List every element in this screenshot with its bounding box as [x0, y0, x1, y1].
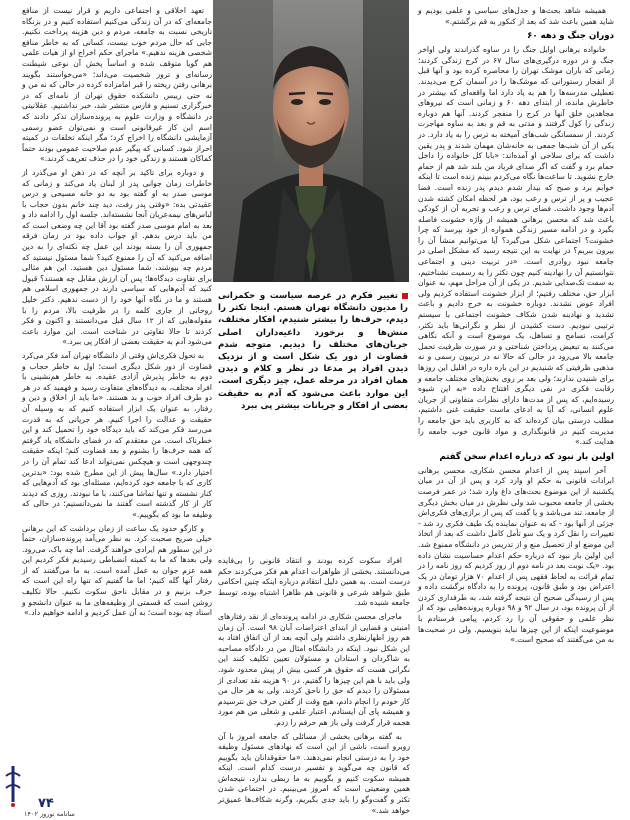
issue-label: ساتامه نوروز ۱۴۰۲ [24, 810, 75, 818]
quote-bullet-icon [402, 293, 408, 299]
logo-mark-icon [2, 762, 24, 808]
paragraph: به گفته برهانی بخشی از مسائلی که جامعه امروز با آن روبرو است، ناشی از این است که نهادهای مسئول وظیفه خود را به درستی انجام نمی‌دهند. «ما حقوقدانان باید بگوییم که قانون چه می‌گوید و تفسیر درست کدام است. اینکه همیشه سکوت کنیم و بگوییم به ما ربطی ندارد، نتیجه‌اش همین وضعیتی است که امروز می‌بینیم. در اجتماعی شدن تکثر و گفت‌وگو را باید جدی بگیریم، وگرنه شکاف‌ها عمیق‌تر خواهد شد.» [218, 731, 410, 815]
paragraph: و دوباره برای تاکید بر آنچه که در ذهن او می‌گذرد از خاطرات زمان جوانی پدر از لبنان یاد می‌کند و زمانی که موسی صدر به او گفته بود به دو خانه مسیحی و درس عقیدتی بده: «وقتی پدر رفت، دید چند خانم بدون حجاب با لباس‌های نیمه‌عریان آنجا نشسته‌اند. جلسه اول را ادامه داد و بعد به امام موسی صدر گفته بود آقا این چه وضعی است که من باید درس بدهم. او جواب داده بود در زمان فرقه جمهوری آن را بسته بودند این عمل چه نکته‌ای را به دین اضافه می‌کنید که آن را ممنوع کنید؟ شما مسئول نیستید که مردم چه بپوشند، شما مسئول دین هستید. این هم مثالی برای تفاوت دیدگاه‌ها؛ پس آن ارزش مقابل چه هستند؟ قبول کنید که آدم‌هایی که سیاسی دارند در جمهوری اسلامی هم هستند و ما در نگاه آنها خود را از دست ندهیم. دکتر خلیل روحانی از جاری کلمه را در ظرفیت بالا، مردم را با مقوله‌هایی که از ۱۲ سال قبل می‌دانستند و اکنون و فکر کردند تا حالا تفاوتی در شناخت است. این موارد باعث می‌شود آدم به حقیقت بعضی از افکار پی ببرد.» [22, 167, 212, 347]
page-number: ۷۴ [38, 796, 54, 811]
paragraph: همیشه شاهد بحث‌ها و جدل‌های سیاسی و علمی بودیم و شاید همین باعث شد که بعد از کنکور به قم برگشتم.» [418, 6, 614, 26]
pull-quote-text: تغییر فکرم در عرصه سیاست و حکمرانی را مدیون دانشگاه تهران هستم. اینجا تکثر را دیدم، حرف‌ها را بیشتر شنیدم، افکار مختلف، منش‌ها و برخورد داعیه‌داران اصلی جریان‌های مختلف را دیدیم. متوجه شدم قضاوت از دور یک شکل است و از نزدیک دیدن افراد پر مدعا در نظر و کلام و دیدن همان افراد در مرحله عمل، چیز دیگری است. این موارد باعث می‌شود که آدم به حقیقت بعضی از افکار و جریانات بیشتر پی ببرد [218, 291, 408, 411]
section-heading: دوران جنگ و دهه ۶۰ [527, 31, 614, 42]
paragraph: ماجرای محسن شکاری در ادامه پرونده‌ای از نقد رفتارهای امنیتی و قضایی از ابتدای اعتراضات آبان ۹۸ است. آن زمان هم روز اظهارنظری داشتم ولی آنچه بعد از آن اتفاق افتاد به این شکل نبود. اینکه در دانشگاه امثال من در دادگاه مصاحبه به شاگردان و استادان و مسئولان تعیین تکلیف کنند این نگرانی هست که حقوق هر کسی بیش از پیش محدود شود. ولی باید با هم این چیزها را گفتیم. در ۹۰ هزینه نقد تعدادی از مسئولان را دیدم که حق را ناحق کردند. ولی به هر حال من کار خودم را انجام دادم، هیچ وقت از گفتن حرف حق نترسیدم و همیشه پای آن ایستادم. اعتبار علمی و شغلی من هم مورد هجمه قرار گرفت ولی باز هم حرفم را زدم. [218, 611, 410, 727]
paragraph: خانواده برهانی اوایل جنگ را در ساوه گذراندند ولی اواخر جنگ و در دوره درگیری‌های سال ۶۷ در کرج زندگی کردند؛ زمانی که باران موشک تهران را محاصره کرده بود و آنها قبل از انفجار رستورانی که موشک‌ها را در آسمان کرج می‌دیدند. تعطیلی مدرسه‌ها را هم به یاد دارد اما واقعه‌ای که بیشتر در خاطرش مانده، از ابتدای دهه ۶۰ و زمانی است که نیروهای مجاهدین خلق آنها در کرج را منفجر کردند. آنها هم دوباره زندگی را کول گرفتند و مدتی به قم و بعد به ساوه مهاجرت کردند. از سمساتگی شب‌های آمیخته به ترس را به یاد دارد. در یکی از آن شب‌ها جمعی به خانه‌شان مهمان شدند و پدر یقین داشت که برای سلاحی او آمده‌اند: «بابا کل خانواده را داخل حمام برد و گفت که اگر صدای فریاد من بلند شد هم از حمام خارج نشوید. تا ساعت‌ها نگاه می‌کردم ببینم زنده است تا اینکه خوابم برد و صبح که بیدار شدم دیدم پدر زنده است. فضا عجیب و پر از ترس و رعب بود، هر لحظه امکان کشته شدن آدم‌ها وجود داشت. فضای ترس و رعب و تجربه آن از کودکی باعث شد که محسن برهانی همیشه از واژه خشونت فاصله بگیرد و در ادامه مسیر زندگی همواره از خود بپرسد که چرا خشونت؟ اجتماعی شکل می‌گیرد؟ آیا می‌توانیم منشأ آن را بیرون ببریم؟ در نهایت به این نتیجه رسید که مشکل اصلی در جامعه نبود روادری است. «در تربیت دینی و اجتماعی نتوانستیم آن را نهادینه کنیم چون تکثر را به رسمیت نشناختیم، به سمت تک‌صدایی شدیم. در یکی از آن مراحل مهم، به عنوان ابزار حق، مختلف رفتیم؛ از ابزار خشونت استفاده کردیم ولی افراد عوض نشدند. دوباره خشونت به خرج دادیم و باعث تشدید و نهادینه شدن شکاف خشونت اجتماعی با سیستم ترتیبی نبودیم. دست کشیدن از نظر و نگرانی‌ها باید تکثر، کرامت، تسامح و تساهل، یک موضوع است و آنکه نگاهی می‌کنند به تبعیض پرداختن شناختی و در صورت ظرفیت تحمل جامعه بالا می‌رود در حالی که حالا نه در تربیون رسمی و نه مذهبی ظرفیتی که شنیدیم در این باره داره در افلیل این روزها برای شنیدن ندارند؛ ولی بعد بر روی بخش‌های مختلف جامعه و رقابت فکری در نفی دیگری افتتاح داده «به این شیوه رسیده‌ایم، که پس از مدت‌ها دارای نظرات متفاوتی از جریان علوم انسانی، که آیا به ادعای ماست حقیقت غنی داشتیم، مطلب درستی بیان کرده‌اند که به کاربری باید حق جامعه را مدیریت کنیم در قانونگذاری و مواد قانون خوب جامعه را هدایت کند.» [418, 45, 614, 447]
portrait-photo [213, 0, 409, 282]
article-column-middle [218, 556, 410, 815]
paragraph: و کارگو حدود یک ساعت از زمان برداشت که این برهانی خیلی صریح صحبت کرد. به نظر می‌آمد پرونده‌سازان، حتماً در این سطور هم ایرادی خواهند گرفت. اما چه باک، می‌رود. ولی بعدها که ما به کمیته انضباطی رسیدیم فکر کردیم این همه عزم جوان به عمل آمده است. به ما می‌گفتند که از رفتار آنها گله کنیم؛ اما ما گفتیم که تنها راه این است که حرف بزنیم و در مقابل ناحق سکوت نکنیم. حالا تکلیف روشن است که قسمتی از وظیفه‌های ما به عنوان دانشجو و استاد چه بوده است؛ به آن عمل کردیم و ادامه خواهیم داد.» [22, 523, 212, 618]
article-column-right [418, 6, 614, 746]
paragraph: افراد سکوت کرده بودند و انتقاد قانونی را بی‌فایده می‌دانستند. بخشی از ظواهرات اعدام هم فکر می‌کردند حکم درست است. به همین دلیل انتقادم درباره اینکه چنین احکامی طبق شواهد شرعی و قانونی هم ظاهرا اشتباه بوده، توسط جامعه شنیده شد. [218, 556, 410, 608]
portrait-illustration [213, 0, 409, 282]
article-column-left [22, 6, 212, 796]
section-heading: اولین بار نبود که درباره اعدام سخن گفتم [439, 451, 614, 462]
paragraph: تعهد اخلاقی و اجتماعی داریم و قرار نیست از منافع جامعه‌ای که در آن زندگی می‌کنیم استفاده کنیم و در بزنگاه تاریخی نسبت به جامعه، مردم و دین هزینه پرداخت نکنیم. جایی که حال مردم خوب نیست، کسانی که به خاطر منافع شخصی هزینه ندهیم.» ماجرای حکم اخراج او از هیات علمی هم گویا متوقف شده و اساساً پخش آن نوعی شیطنت رسانه‌ای و ترور شخصیت می‌داند؛ «می‌خواستند بگویند برهانی رفتن ریخته را قبر امامزاده کرده در حالی که نه من و نه حتی رییس دانشکده حقوق تهران از نامه‌ای که در خبرگزاری تسنیم و فارس منتشر شد، خبر نداشتیم. عقلانیتی در دانشگاه و وزارت علوم به پرونده‌سازان تذکر دادند که اسم این کار غیرقانونی است و نمی‌توان عضو رسمی آزمایشی دانشگاه را اخراج کرد؛ مگر اینکه تخلفات در کمیته احراز شود. کسانی که پیگیر عدم صلاحیت عمومی بودند حتماً کماکان هستند و زندگی خود را در حذف تعریف کردند.» [22, 6, 212, 164]
pull-quote [218, 290, 408, 540]
magazine-logo [2, 762, 24, 808]
paragraph: به تحول فکری‌اش وقتی از دانشگاه تهران آمد فکر می‌کرد قضاوت از دور شکل دیگری است؛ اول به خاطر حجاب و دوم به خاطر پذیرش آزادی عقیده. به خاطر هم‌نشینی با افراد مختلف، به دیدگاه‌های متفاوت رسید و فهمید که در هر دو طرف افراد خوب و بد هستند. «ما باید از اخلاق و دین و رفتار، به عنوان یک ابزار استفاده کنیم که به وسیله آن حقیقت و عدالت را اجرا کنیم. هر جریانی که به قدرت می‌رسد فکر می‌کند که باید دیدگاه خود را تحمیل کند و این خطرناک است. من معتقدم که در فضای دانشگاه یاد گرفتم که همه حرف‌ها را بشنوم و بعد قضاوت کنم؛ اینکه حقیقت چندوجهی است و هیچکس نمی‌تواند ادعا کند تمام آن را در اختیار دارد.» سال‌ها پیش از این مطرح شده بود: «بدترین کاری که با جامعه خود کرده‌ایم، مسئله‌ای بود که آدم‌هایی که کنار نشسته و تنها تماشا می‌کنند، با ما نبودند. روزی که دیدند کار از کار گذشته است گفتند ما نمی‌دانستیم؛ در حالی که وظیفه ما بود که بگوییم.» [22, 351, 212, 519]
paragraph: آخر اسپند پس از اعدام محسن شکاری، محسن برهانی ابرادات قانونی به حکم او وارد کرد و پس از آن در میان یکشنبه از این موضوع بحث‌های داغ وارد شد؛ در عمر فرصت بخشی از جامعه محبوب شد ولی نظرش در میان بخش دیگری از جامعه، تند می‌باشد و یا گفت که پس از برازی‌های فکری‌اش جزئی از آنها بود - که به عنوان نماینده یک طیف فکری رد شد - تغییرات را نقل کرد و یک سو تأمل کامل داشت که بعد از اتخاذ این موضع او از تحصیل منع و از تدریس در دانشگاه ممنوع شد. این اولین بار نبود که درباره حکم اعدام حساسیت نشان داده بود. «یک نوبت بعد در نامه دوم از روز کردیم که روز نامه را در تمام قرائت به لحاظ فقهی پس از اعدام ۷۰ هزار تومان در یک اعتراض بود و طبق قانون، پرونده را به دادگاه برگشت داده و پس از رسیدگی صحیح آن نتیجه گرفته شد، به طرفداری کردن از آن پرونده بود، در سال ۹۲ و ۹۸ دوباره پرونده‌هایی بود که از نظر علمی و حقوقی آن را رد کردم، پیامی فرستادم با موضوعیت اینکه از این چیزها نباید بنویسیم. ولی در صحبت‌ها به من می‌گفتند که صحیح است.» [418, 465, 614, 645]
